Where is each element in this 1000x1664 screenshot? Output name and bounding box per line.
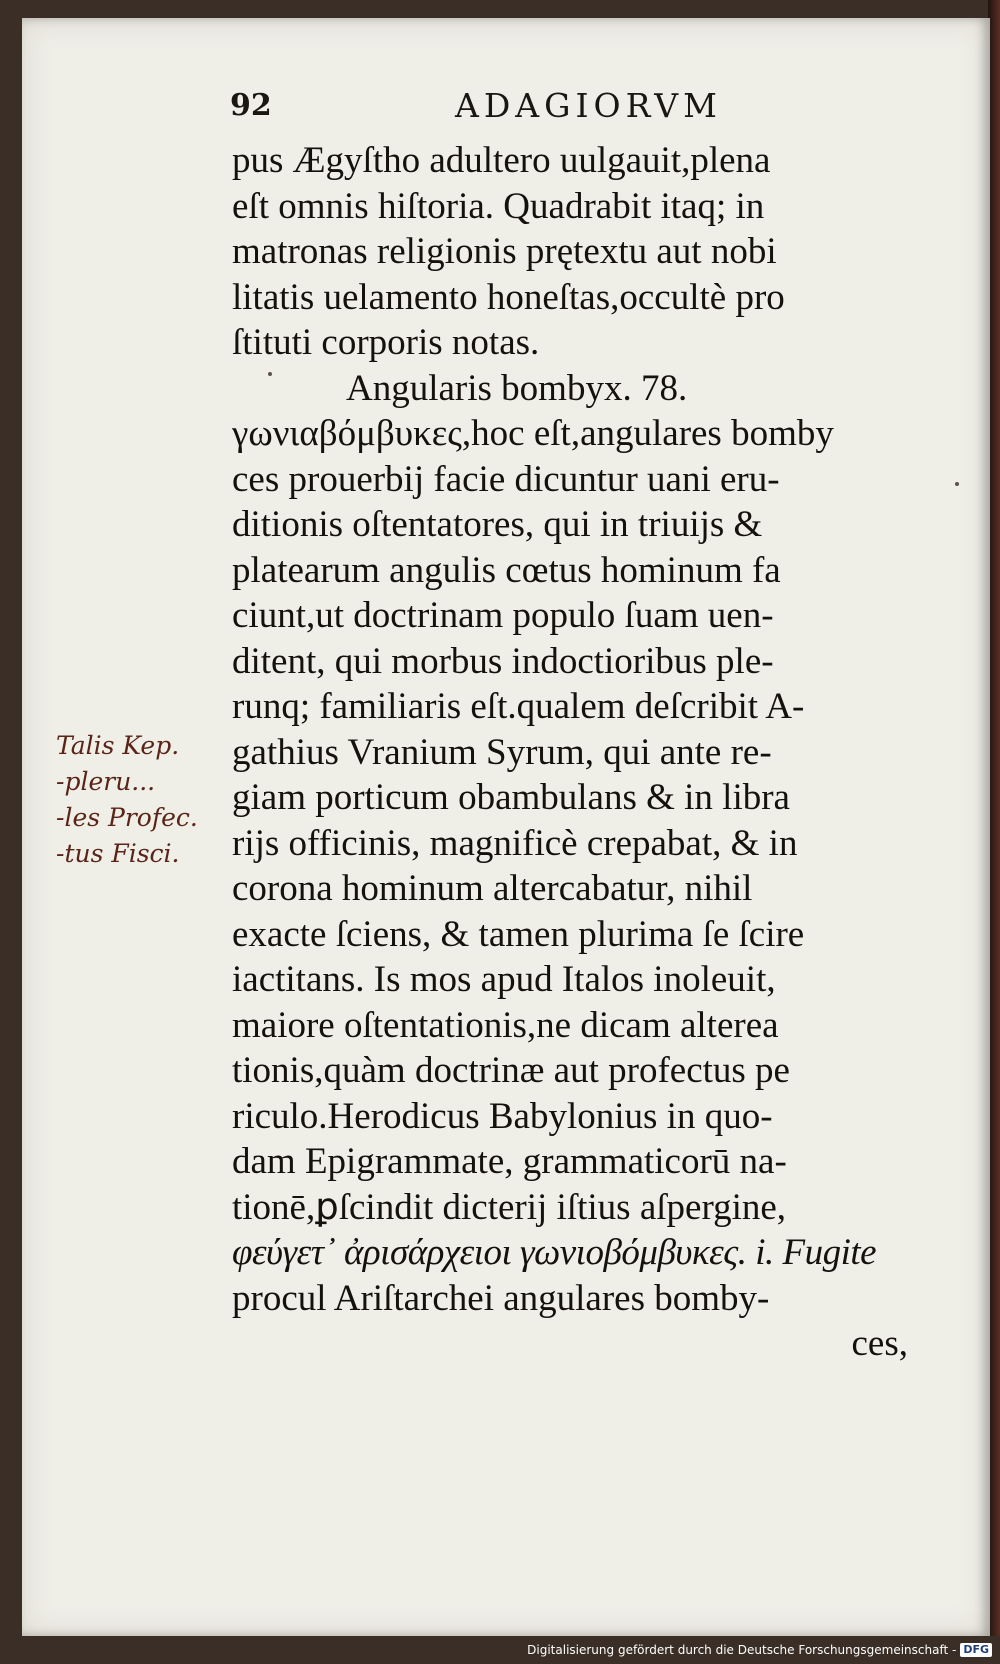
- text-line: riculo.Herodicus Babylonius in quo-: [232, 1095, 773, 1137]
- running-title: ADAGIORVM: [455, 86, 722, 125]
- greek-quotation-line: φεύγετ᾽ ἀρισάρχειοι γωνιοβόμβυκες. i. Fugite: [232, 1232, 877, 1273]
- text-line: rijs officinis, magnificè crepabat, & in: [232, 822, 798, 864]
- text-line: ditent, qui morbus indoctioribus ple-: [232, 640, 774, 682]
- marginal-note-line: -tus Fisci.: [56, 839, 180, 868]
- main-text-block: [232, 138, 908, 1367]
- ink-speck: [268, 372, 272, 376]
- text-line: maiore oſtentationis,ne dicam alterea: [232, 1004, 779, 1046]
- text-line: procul Ariſtarchei angulares bomby-: [232, 1277, 770, 1319]
- text-line: platearum angulis cœtus hominum fa: [232, 549, 781, 591]
- text-line: gathius Vranium Syrum, qui ante re-: [232, 731, 772, 773]
- text-line: exacte ſciens, & tamen plurima ſe ſcire: [232, 913, 805, 955]
- adage-heading: Angularis bombyx. 78.: [346, 367, 688, 409]
- text-line: ces prouerbij facie dicuntur uani eru-: [232, 458, 780, 500]
- dfg-logo: DFG: [960, 1643, 992, 1657]
- marginal-note-line: -les Profec.: [56, 803, 198, 832]
- handwritten-marginal-note: [56, 728, 226, 872]
- marginal-note-line: Talis Kep.: [56, 731, 180, 760]
- running-header: [230, 82, 950, 132]
- text-line: eſt omnis hiſtoria. Quadrabit itaq; in: [232, 185, 765, 227]
- text-line: γωνιαβόμβυκες,hoc eſt,angulares bomby: [232, 413, 834, 454]
- text-line: corona hominum altercabatur, nihil: [232, 868, 753, 909]
- page-number: 92: [230, 88, 272, 123]
- text-line: iactitans. Is mos apud Italos inoleuit,: [232, 959, 776, 1000]
- digitization-credit: [527, 1640, 992, 1660]
- text-line: matronas religionis prętextu aut nobi: [232, 231, 777, 272]
- text-line: tionis,quàm doctrinæ aut profectus pe: [232, 1050, 790, 1091]
- ink-speck: [955, 482, 959, 486]
- text-line: litatis uelamento honeſtas,occultè pro: [232, 276, 785, 318]
- text-line: pus Ægyſtho adultero uulgauit,plena: [232, 140, 771, 181]
- marginal-note-line: -pleru...: [56, 767, 156, 796]
- text-line: giam porticum obambulans & in libra: [232, 777, 790, 818]
- funding-credit-text: Digitalisierung gefördert durch die Deutsche Forschungsgemeinschaft -: [527, 1643, 957, 1657]
- text-line: runq; familiaris eſt.qualem deſcribit A-: [232, 686, 805, 727]
- text-line: tionē,ꝑſcindit dicterij iſtius aſpergine,: [232, 1186, 787, 1228]
- text-line: ſtituti corporis notas.: [232, 322, 540, 363]
- text-line: dam Epigrammate, grammaticorū na-: [232, 1141, 787, 1182]
- text-line: ciunt,ut doctrinam populo ſuam uen-: [232, 595, 774, 636]
- catchword: ces,: [851, 1323, 908, 1364]
- text-line: ditionis oſtentatores, qui in triuijs &: [232, 504, 763, 545]
